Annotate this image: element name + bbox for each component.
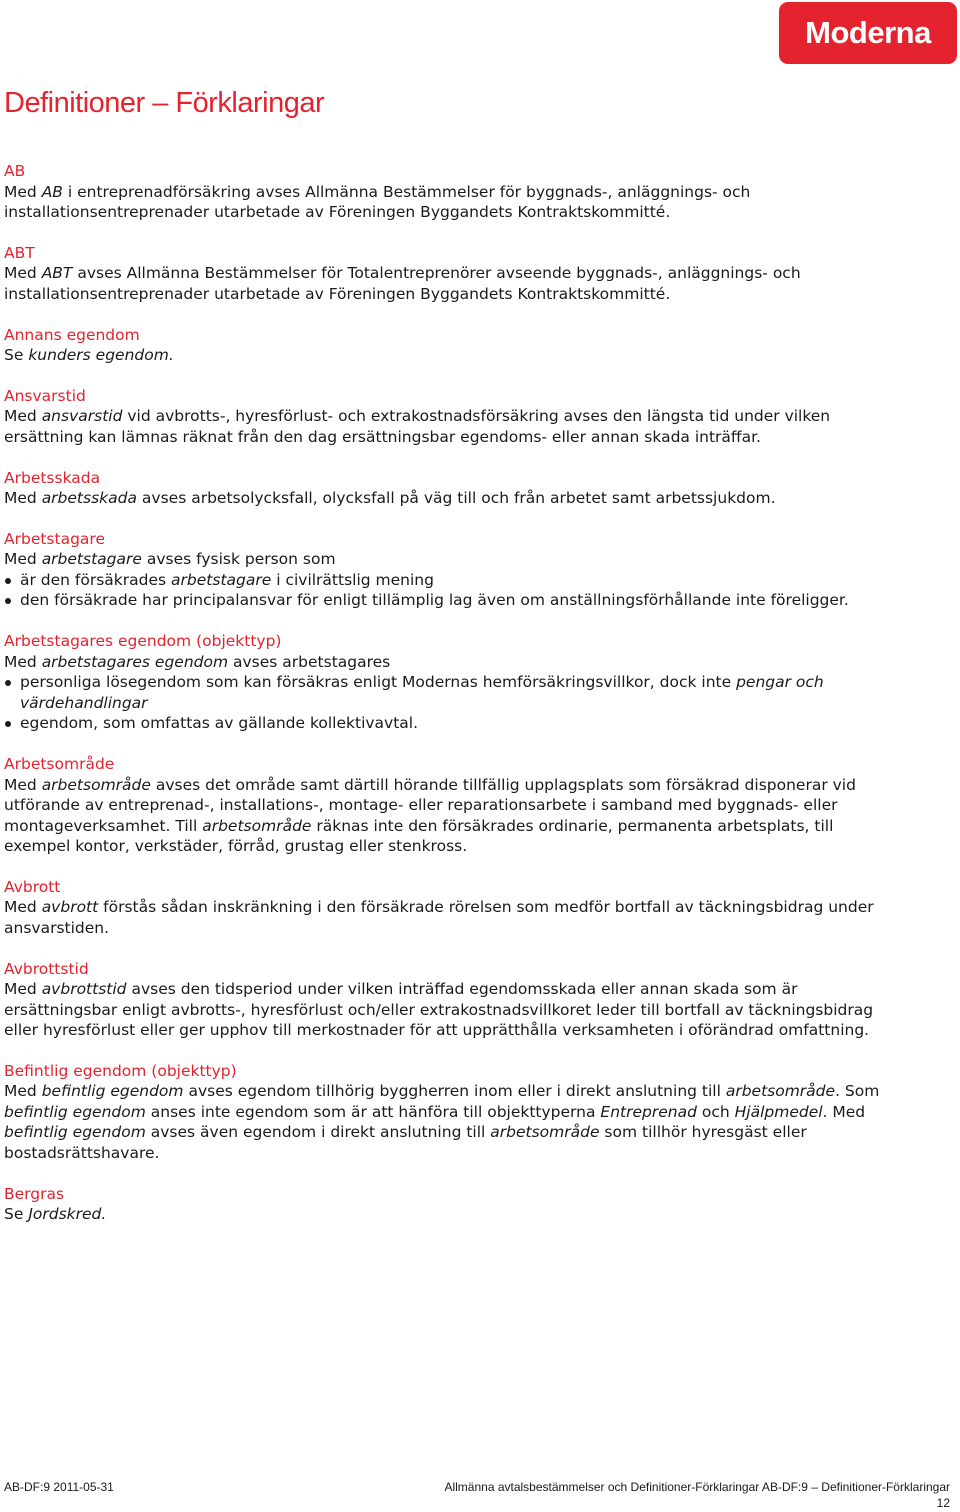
emphasized-term: AB	[41, 182, 63, 201]
definition-entry	[4, 468, 904, 509]
definition-text	[4, 1204, 904, 1225]
text-run: vid avbrotts-, hyresförlust- och extrakostnadsförsäkring avses den längsta tid under vilken ersättning kan lämnas räknat från den dag ersättningsbar egendoms- eller annan skada inträffar.	[4, 407, 831, 446]
text-run: Med	[4, 264, 42, 283]
definition-entry	[4, 631, 904, 734]
emphasized-term: Entreprenad	[600, 1102, 697, 1121]
footer-document-title: Allmänna avtalsbestämmelser och Definitioner-Förklaringar AB-DF:9 – Definitioner-Förklaringar	[444, 1480, 950, 1494]
emphasized-term: arbetstagares egendom	[41, 652, 229, 671]
definition-entry	[4, 161, 904, 223]
definition-text	[4, 897, 904, 938]
definition-text	[4, 263, 904, 304]
emphasized-term: befintlig egendom	[41, 1082, 184, 1101]
definition-term: Arbetsområde	[4, 755, 115, 774]
text-run: Med	[4, 1082, 42, 1101]
text-run: den försäkrade har principalansvar för enligt tillämplig lag även om anställningsförhållande inte föreligger.	[20, 591, 849, 610]
emphasized-term: arbetstagare	[171, 570, 272, 589]
text-run: Se	[4, 1205, 29, 1224]
bullet-list	[4, 570, 904, 611]
emphasized-term: befintlig egendom	[4, 1102, 146, 1121]
text-run: avses det område samt därtill hörande tillfällig upplagsplats som försäkrad disponerar vid utförande av entreprenad-, installations-, montage- eller reparationsarbete i samband med byggnads- eller montageverksamhet. Till	[4, 775, 856, 835]
emphasized-term: arbetsområde	[490, 1123, 600, 1142]
emphasized-term: ansvarstid	[41, 407, 123, 426]
definition-entry	[4, 754, 904, 857]
definition-term: ABT	[4, 243, 35, 262]
bullet-dot-icon	[5, 721, 11, 727]
text-run: avses egendom tillhörig byggherren inom eller i direkt anslutning till	[183, 1082, 726, 1101]
text-run: avses arbetstagares	[228, 652, 391, 671]
bullet-dot-icon	[5, 680, 11, 686]
page-title: Definitioner – Förklaringar	[4, 87, 325, 119]
definition-entry	[4, 959, 904, 1041]
definition-text	[4, 549, 904, 570]
definition-entry	[4, 243, 904, 305]
text-run: anses inte egendom som är att hänföra till objekttyperna	[145, 1102, 601, 1121]
definition-term: Befintlig egendom (objekttyp)	[4, 1061, 237, 1080]
text-run: Med	[4, 652, 42, 671]
definition-text	[4, 345, 904, 366]
emphasized-term: Hjälpmedel	[734, 1102, 823, 1121]
text-run: i entreprenadförsäkring avses Allmänna Bestämmelser för byggnads-, anläggnings- och installationsentreprenader utarbetade av Föreningen Byggandets Kontraktskommitté.	[4, 182, 751, 221]
text-run: och	[696, 1102, 735, 1121]
definition-text	[4, 488, 904, 509]
text-run: i civilrättslig mening	[271, 570, 434, 589]
bullet-item	[4, 570, 904, 591]
text-run: Med	[4, 182, 42, 201]
definition-text	[4, 652, 904, 673]
text-run: förstås sådan inskränkning i den försäkrade rörelsen som medför bortfall av täckningsbidrag under ansvarstiden.	[4, 898, 874, 937]
bullet-item	[4, 672, 904, 713]
definition-text	[4, 406, 904, 447]
emphasized-term: arbetsskada	[41, 489, 137, 508]
bullet-dot-icon	[5, 578, 11, 584]
bullet-item	[4, 713, 904, 734]
bullet-item	[4, 590, 904, 611]
moderna-logo	[779, 2, 957, 64]
definition-entry	[4, 1184, 904, 1225]
definition-term: Arbetstagares egendom (objekttyp)	[4, 632, 282, 651]
emphasized-term: avbrott	[41, 898, 99, 917]
footer-document-id: AB-DF:9 2011-05-31	[4, 1480, 114, 1494]
definitions-list	[4, 161, 904, 1245]
text-run: Med	[4, 775, 42, 794]
bullet-list	[4, 672, 904, 734]
emphasized-term: befintlig egendom	[4, 1123, 146, 1142]
text-run: avses även egendom i direkt anslutning till	[145, 1123, 491, 1142]
text-run: avses arbetsolycksfall, olycksfall på väg till och från arbetet samt arbetssjukdom.	[136, 489, 776, 508]
definition-term: Avbrott	[4, 877, 61, 896]
text-run: är den försäkrades	[20, 570, 172, 589]
text-run: avses Allmänna Bestämmelser för Totalentreprenörer avseende byggnads-, anläggnings- och installationsentreprenader utarbetade av Föreningen Byggandets Kontraktskommitté.	[4, 264, 801, 303]
page-number: 12	[936, 1496, 950, 1510]
text-run: som tillhör hyresgäst eller bostadsrättshavare.	[4, 1123, 807, 1162]
text-run: egendom, som omfattas av gällande kollektivavtal.	[20, 714, 419, 733]
bullet-dot-icon	[5, 598, 11, 604]
definition-text	[4, 775, 904, 857]
definition-entry	[4, 386, 904, 448]
text-run: Se	[4, 346, 29, 365]
definition-term: Ansvarstid	[4, 386, 86, 405]
definition-entry	[4, 1061, 904, 1164]
text-run: Med	[4, 407, 42, 426]
emphasized-term: avbrottstid	[41, 980, 127, 999]
emphasized-term: kunders egendom.	[28, 346, 174, 365]
definition-term: Arbetsskada	[4, 468, 101, 487]
text-run: Med	[4, 898, 42, 917]
text-run: . Med	[822, 1102, 866, 1121]
definition-term: AB	[4, 162, 26, 180]
emphasized-term: arbetsområde	[41, 775, 151, 794]
text-run: avses den tidsperiod under vilken inträffad egendomsskada eller annan skada som är ersättningsbar enligt avbrotts-, hyresförlust och/eller extrakostnadsvillkoret leder till bortfall av täckningsbidrag eller hyresförlust eller ger upphov till merkostnader för att upprätthålla verksamheten i oförändrad omfattning.	[4, 980, 874, 1040]
text-run: avses fysisk person som	[141, 550, 336, 569]
definition-term: Annans egendom	[4, 325, 140, 344]
text-run: . Som	[835, 1082, 880, 1101]
text-run: personliga lösegendom som kan försäkras enligt Modernas hemförsäkringsvillkor, dock inte	[20, 673, 737, 692]
definition-entry	[4, 325, 904, 366]
emphasized-term: ABT	[41, 264, 73, 283]
definition-term: Arbetstagare	[4, 529, 105, 548]
text-run: räknas inte den försäkrades ordinarie, permanenta arbetsplats, till exempel kontor, verkstäder, förråd, grustag eller stenkross.	[4, 816, 834, 856]
definition-text	[4, 979, 904, 1041]
text-run: Med	[4, 980, 42, 999]
logo-text: Moderna	[805, 15, 931, 50]
emphasized-term: arbetsområde	[202, 816, 312, 835]
definition-text	[4, 182, 904, 223]
emphasized-term: pengar och värdehandlingar	[20, 673, 824, 712]
definition-entry	[4, 877, 904, 939]
emphasized-term: arbetsområde	[725, 1082, 836, 1101]
emphasized-term: Jordskred.	[28, 1205, 107, 1224]
text-run: Med	[4, 489, 42, 508]
definition-term: Bergras	[4, 1184, 65, 1203]
definition-text	[4, 1081, 904, 1163]
emphasized-term: arbetstagare	[41, 550, 142, 569]
definition-term: Avbrottstid	[4, 959, 89, 978]
definition-entry	[4, 529, 904, 611]
text-run: Med	[4, 550, 42, 569]
